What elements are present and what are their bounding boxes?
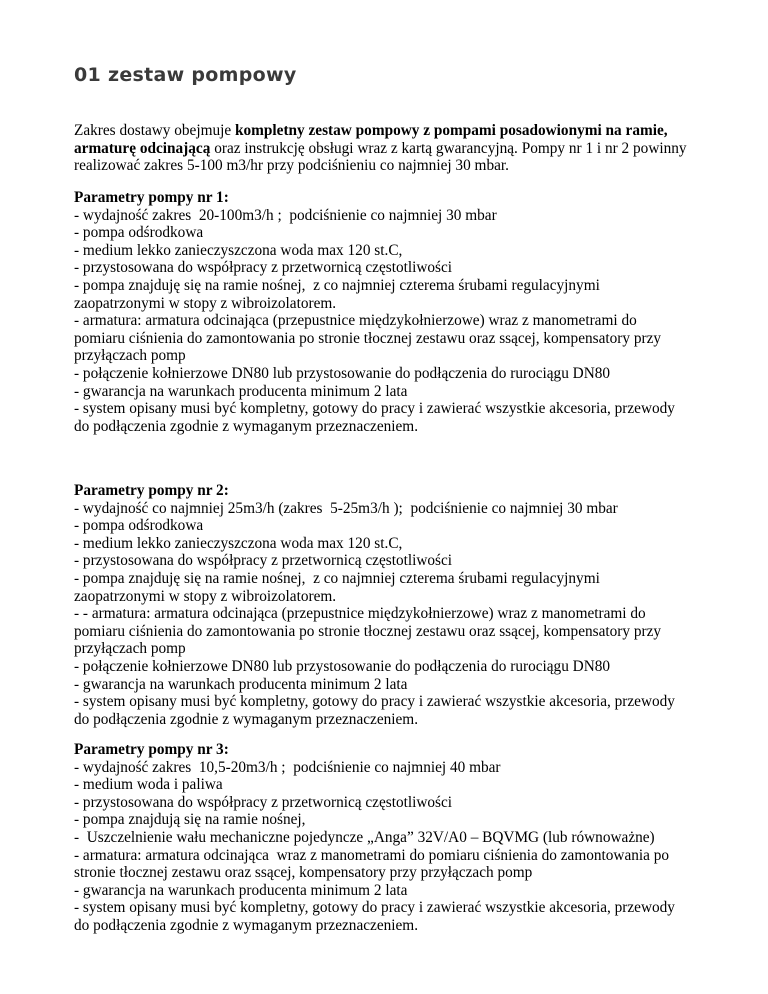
pump1-line: - medium lekko zanieczyszczona woda max 120 st.C, <box>74 241 403 259</box>
intro-bold-text: kompletny zestaw pompowy z pompami posadowionymi na ramie, <box>235 122 668 139</box>
pump2-line: - medium lekko zanieczyszczona woda max 120 st.C, <box>74 534 403 552</box>
pump3-line: - armatura: armatura odcinająca wraz z manometrami do pomiaru ciśnienia do zamontowania po <box>74 846 670 864</box>
intro-line-3: realizować zakres 5-100 m3/hr przy podciśnieniu co najmniej 30 mbar. <box>74 157 509 175</box>
pump3-line: - system opisany musi być kompletny, gotowy do pracy i zawierać wszystkie akcesoria, przewody <box>74 899 675 917</box>
pump3-heading: Parametry pompy nr 3: <box>74 741 229 758</box>
pump3-line: - medium woda i paliwa <box>74 776 223 794</box>
pump1-line: - pompa znajduję się na ramie nośnej, z co najmniej czterema śrubami regulacyjnymi <box>74 276 600 294</box>
pump1-line: - przystosowana do współpracy z przetwornicą częstotliwości <box>74 259 453 277</box>
pump1-line: zaopatrzonymi w stopy z wibroizolatorem. <box>74 294 337 312</box>
pump1-line: pomiaru ciśnienia do zamontowania po stronie tłocznej zestawu oraz ssącej, kompensatory przy <box>74 329 662 347</box>
pump1-line: - system opisany musi być kompletny, gotowy do pracy i zawierać wszystkie akcesoria, przewody <box>74 400 675 418</box>
pump2-line: zaopatrzonymi w stopy z wibroizolatorem. <box>74 587 337 605</box>
intro-bold-text: armaturę odcinającą <box>74 139 211 157</box>
pump1-line: - armatura: armatura odcinająca (przepustnice międzykołnierzowe) wraz z manometrami do <box>74 312 637 330</box>
pump1-section <box>74 189 714 435</box>
pump2-heading: Parametry pompy nr 2: <box>74 482 229 499</box>
intro-paragraph <box>74 122 714 175</box>
pump2-line: pomiaru ciśnienia do zamontowania po stronie tłocznej zestawu oraz ssącej, kompensatory przy <box>74 622 662 640</box>
intro-line-2 <box>74 140 714 158</box>
pump3-line: - gwarancja na warunkach producenta minimum 2 lata <box>74 881 408 899</box>
pump2-line: - połączenie kołnierzowe DN80 lub przystosowanie do podłączenia do rurociągu DN80 <box>74 657 611 675</box>
intro-text: oraz instrukcję obsługi wraz z kartą gwarancyjną. Pompy nr 1 i nr 2 powinny <box>210 139 687 157</box>
pump1-line: - gwarancja na warunkach producenta minimum 2 lata <box>74 382 408 400</box>
intro-line-1 <box>74 122 714 140</box>
pump2-line: - pompa odśrodkowa <box>74 517 204 535</box>
pump1-line: - połączenie kołnierzowe DN80 lub przystosowanie do podłączenia do rurociągu DN80 <box>74 364 611 382</box>
pump1-heading: Parametry pompy nr 1: <box>74 189 229 206</box>
pump2-line: - system opisany musi być kompletny, gotowy do pracy i zawierać wszystkie akcesoria, przewody <box>74 693 675 711</box>
pump1-line: - pompa odśrodkowa <box>74 224 204 242</box>
pump3-line: - Uszczelnienie wału mechaniczne pojedyncze „Anga” 32V/A0 – BQVMG (lub równoważne) <box>74 828 655 846</box>
pump3-line: do podłączenia zgodnie z wymaganym przeznaczeniem. <box>74 916 419 934</box>
pump3-line: - wydajność zakres 10,5-20m3/h ; podciśnienie co najmniej 40 mbar <box>74 758 501 776</box>
pump3-section <box>74 741 714 935</box>
pump1-line: przyłączach pomp <box>74 347 186 365</box>
pump2-line: - wydajność co najmniej 25m3/h (zakres 5-25m3/h ); podciśnienie co najmniej 30 mbar <box>74 499 618 517</box>
intro-text: Zakres dostawy obejmuje <box>74 122 235 139</box>
pump1-line: do podłączenia zgodnie z wymaganym przeznaczeniem. <box>74 417 419 435</box>
pump2-line: - - armatura: armatura odcinająca (przepustnice międzykołnierzowe) wraz z manometrami do <box>74 605 646 623</box>
pump3-line: - pompa znajdują się na ramie nośnej, <box>74 811 306 829</box>
pump3-line: - przystosowana do współpracy z przetwornicą częstotliwości <box>74 793 453 811</box>
pump2-line: - przystosowana do współpracy z przetwornicą częstotliwości <box>74 552 453 570</box>
pump2-line: przyłączach pomp <box>74 640 186 658</box>
pump1-line: - wydajność zakres 20-100m3/h ; podciśnienie co najmniej 30 mbar <box>74 206 497 224</box>
pump2-line: do podłączenia zgodnie z wymaganym przeznaczeniem. <box>74 710 419 728</box>
pump2-line: - pompa znajduję się na ramie nośnej, z co najmniej czterema śrubami regulacyjnymi <box>74 569 600 587</box>
pump3-line: stronie tłocznej zestawu oraz ssącej, kompensatory przy przyłączach pomp <box>74 864 533 882</box>
document-title: 01 zestaw pompowy <box>74 64 297 86</box>
pump2-section <box>74 482 714 728</box>
pump2-line: - gwarancja na warunkach producenta minimum 2 lata <box>74 675 408 693</box>
